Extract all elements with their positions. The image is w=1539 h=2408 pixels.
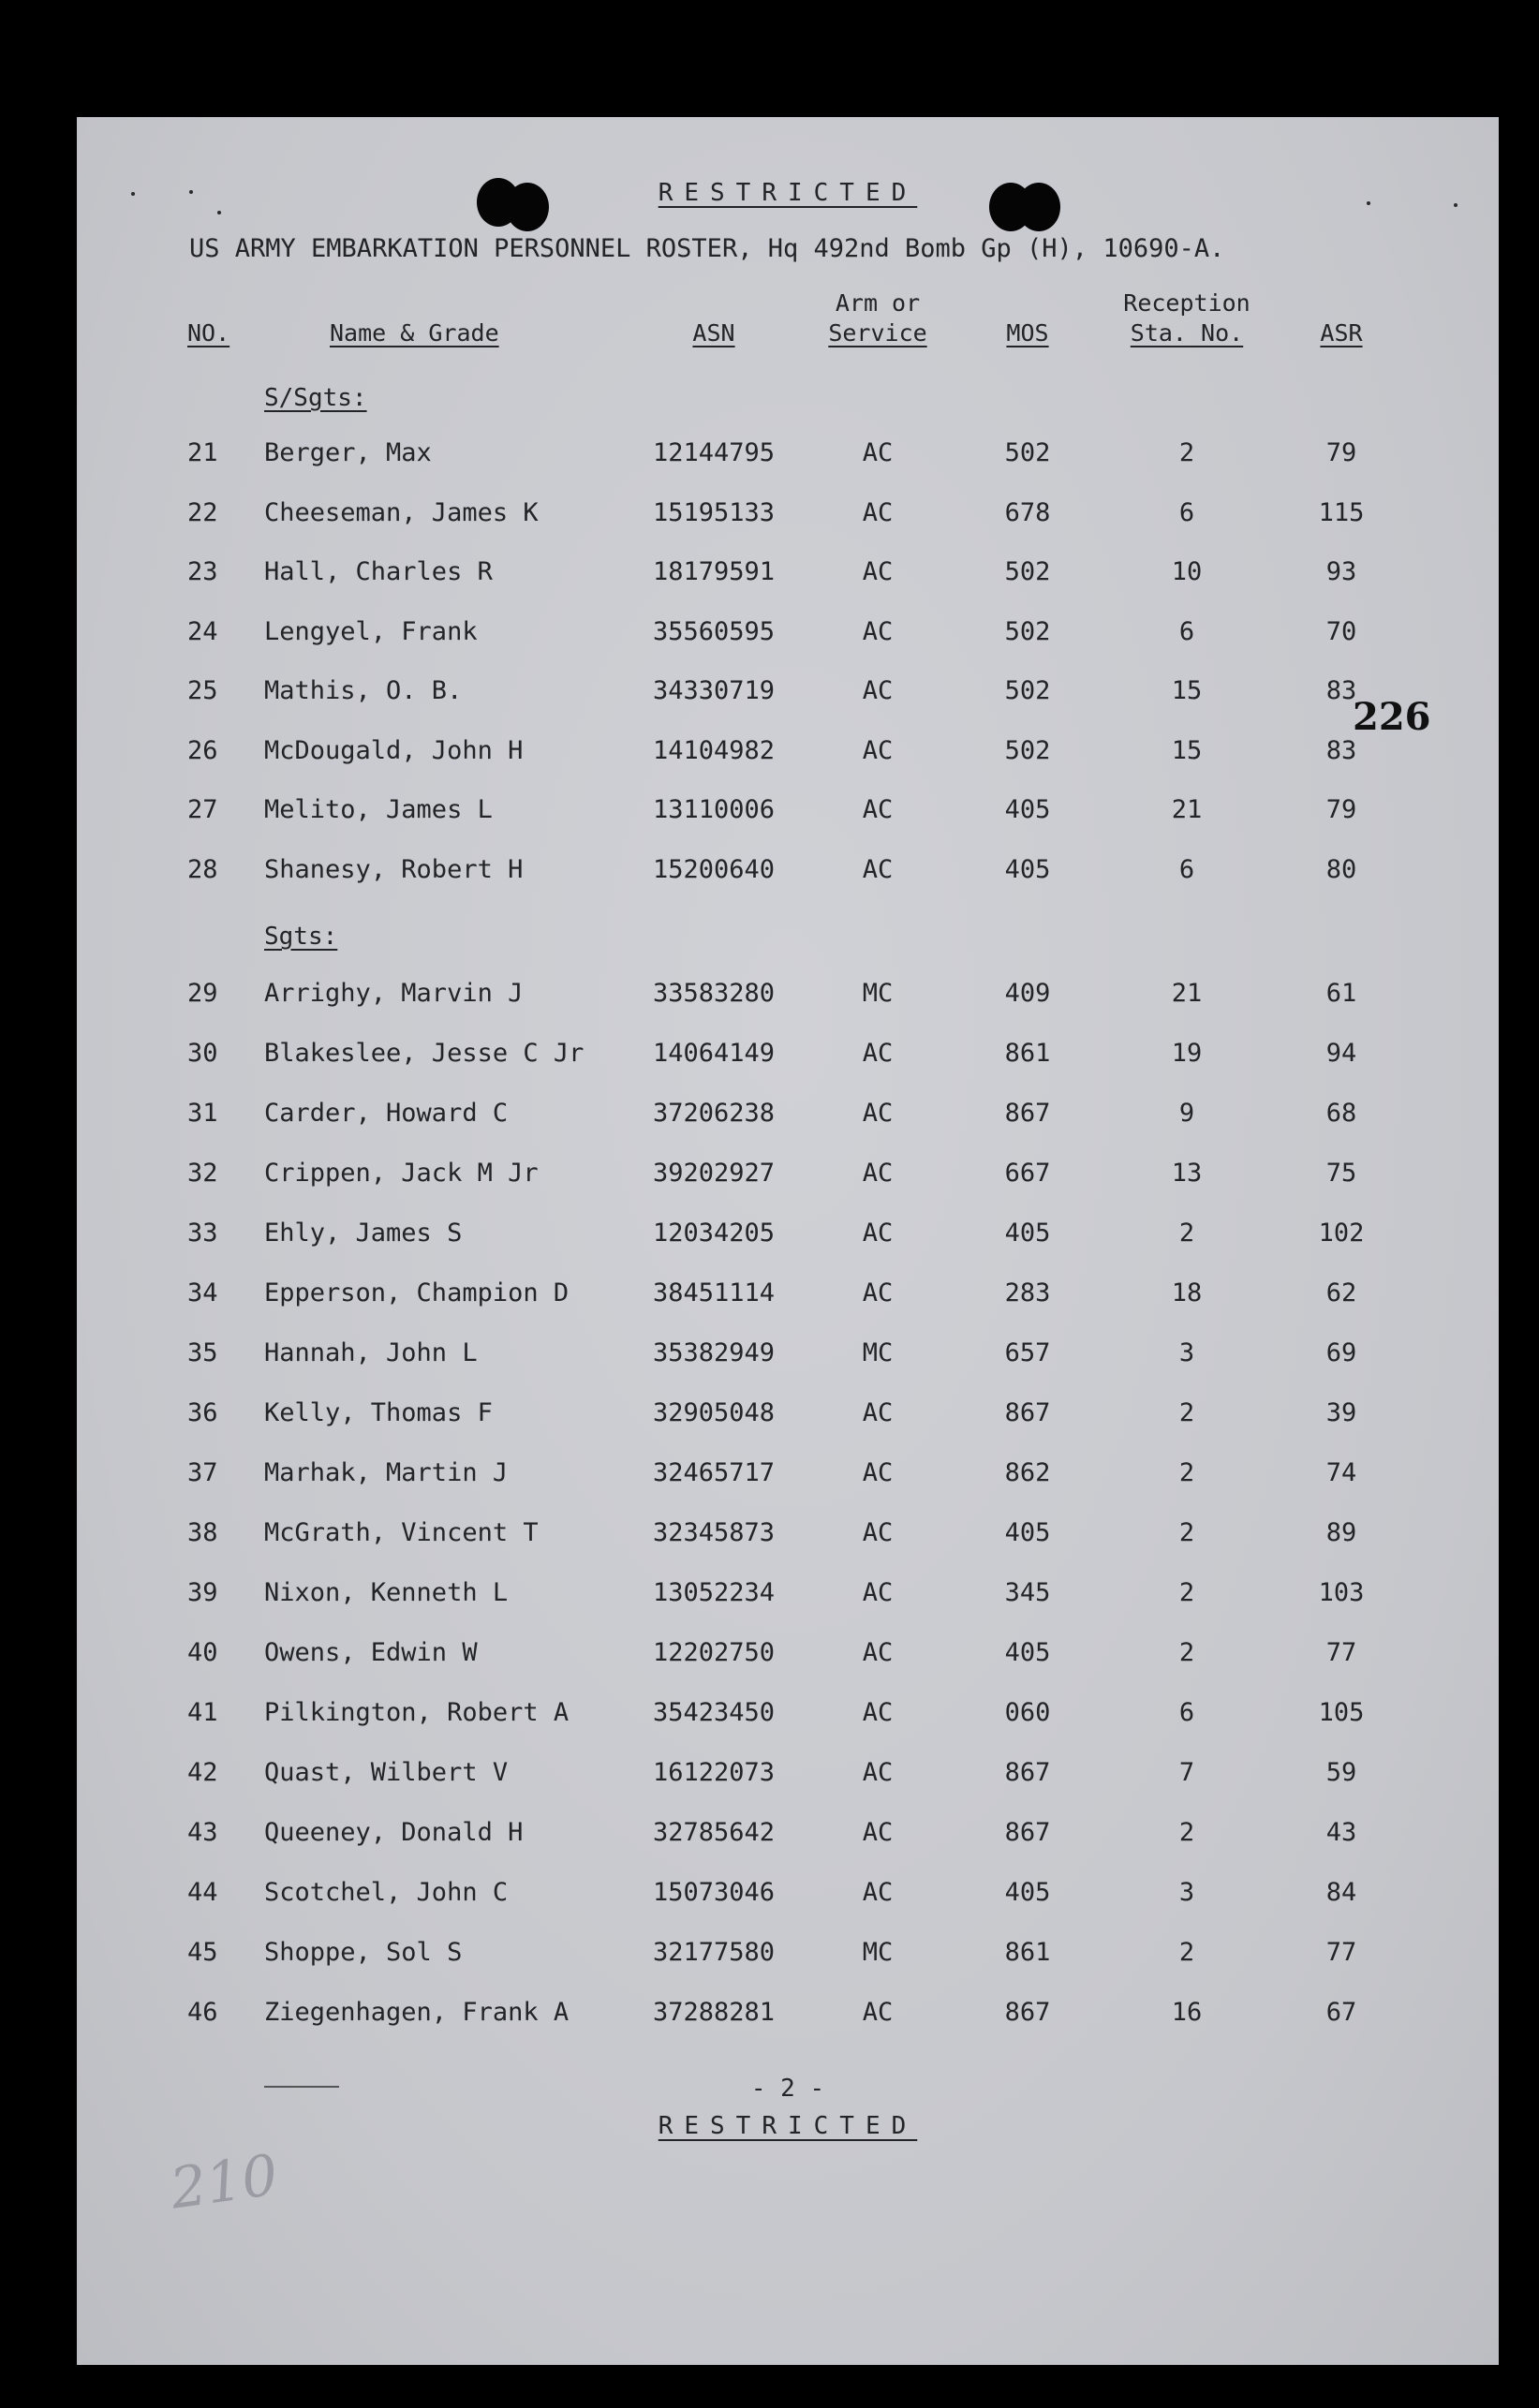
cell-name: Melito, James L <box>264 795 493 824</box>
cell-asn: 14104982 <box>652 735 776 765</box>
cell-asn: 35423450 <box>652 1698 776 1727</box>
cell-mos: 867 <box>1004 1818 1051 1847</box>
cell-arm: AC <box>862 676 894 705</box>
cell-asr: 105 <box>1318 1698 1365 1727</box>
cell-asr: 94 <box>1325 1039 1357 1068</box>
cell-asn: 12144795 <box>652 438 776 467</box>
table-row <box>77 1698 1499 1736</box>
cell-asr: 59 <box>1325 1758 1357 1787</box>
cell-arm: AC <box>862 1278 894 1307</box>
cell-rec: 9 <box>1178 1099 1195 1128</box>
cell-name: Berger, Max <box>264 438 432 467</box>
cell-no: 37 <box>187 1458 218 1487</box>
cell-arm: AC <box>862 557 894 586</box>
table-row <box>77 557 1499 595</box>
cell-rec: 2 <box>1178 1219 1195 1248</box>
cell-no: 33 <box>187 1219 218 1248</box>
cell-no: 42 <box>187 1758 218 1787</box>
cell-rec: 6 <box>1178 854 1195 884</box>
cell-mos: 502 <box>1004 735 1051 765</box>
cell-mos: 862 <box>1004 1458 1051 1487</box>
classification-header: RESTRICTED <box>658 179 918 207</box>
cell-arm: AC <box>862 1518 894 1547</box>
document-title: US ARMY EMBARKATION PERSONNEL ROSTER, Hq 492nd Bomb Gp (H), 10690-A. <box>189 234 1225 263</box>
column-header-asn: ASN <box>692 319 735 347</box>
cell-mos: 502 <box>1004 557 1051 586</box>
table-row <box>77 617 1499 655</box>
cell-asr: 77 <box>1325 1638 1357 1667</box>
cell-asr: 61 <box>1325 979 1357 1008</box>
cell-name: Marhak, Martin J <box>264 1458 509 1487</box>
cell-no: 24 <box>187 616 218 646</box>
cell-asr: 75 <box>1325 1159 1357 1188</box>
table-row <box>77 1099 1499 1136</box>
cell-rec: 2 <box>1178 1518 1195 1547</box>
column-header-asr: ASR <box>1320 319 1363 347</box>
cell-mos: 405 <box>1004 1638 1051 1667</box>
cell-asn: 13052234 <box>652 1578 776 1607</box>
cell-asr: 89 <box>1325 1518 1357 1547</box>
cell-rec: 3 <box>1178 1338 1195 1367</box>
cell-arm: AC <box>862 854 894 884</box>
cell-mos: 345 <box>1004 1578 1051 1607</box>
cell-rec: 2 <box>1178 1578 1195 1607</box>
column-header-reception: Reception Sta. No. <box>1123 289 1250 347</box>
cell-rec: 2 <box>1178 1638 1195 1667</box>
cell-asr: 79 <box>1325 438 1357 467</box>
cell-no: 30 <box>187 1039 218 1068</box>
cell-name: Epperson, Champion D <box>264 1278 570 1307</box>
ink-speck <box>217 211 221 214</box>
cell-rec: 7 <box>1178 1758 1195 1787</box>
cell-name: Lengyel, Frank <box>264 616 478 646</box>
cell-no: 31 <box>187 1099 218 1128</box>
cell-no: 39 <box>187 1578 218 1607</box>
cell-asn: 15200640 <box>652 854 776 884</box>
cell-asn: 15195133 <box>652 497 776 527</box>
page-number-stamp: 226 <box>1353 695 1431 739</box>
cell-asr: 77 <box>1325 1938 1357 1967</box>
cell-arm: AC <box>862 1219 894 1248</box>
cell-name: Queeney, Donald H <box>264 1818 524 1847</box>
classification-footer: RESTRICTED <box>658 2112 918 2140</box>
cell-rec: 6 <box>1178 497 1195 527</box>
cell-arm: AC <box>862 1398 894 1427</box>
cell-mos: 405 <box>1004 795 1051 824</box>
cell-rec: 3 <box>1178 1878 1195 1907</box>
cell-asn: 32345873 <box>652 1518 776 1547</box>
cell-name: Arrighy, Marvin J <box>264 979 524 1008</box>
cell-no: 43 <box>187 1818 218 1847</box>
cell-name: Mathis, O. B. <box>264 676 463 705</box>
cell-mos: 867 <box>1004 1398 1051 1427</box>
cell-mos: 502 <box>1004 438 1051 467</box>
cell-no: 40 <box>187 1638 218 1667</box>
cell-asn: 35560595 <box>652 616 776 646</box>
cell-rec: 2 <box>1178 1818 1195 1847</box>
cell-no: 41 <box>187 1698 218 1727</box>
cell-asn: 14064149 <box>652 1039 776 1068</box>
page-number: - 2 - <box>750 2075 825 2103</box>
cell-mos: 867 <box>1004 1758 1051 1787</box>
cell-asr: 68 <box>1325 1099 1357 1128</box>
cell-rec: 2 <box>1178 1398 1195 1427</box>
cell-asr: 83 <box>1325 676 1357 705</box>
table-row <box>77 736 1499 774</box>
cell-asn: 32785642 <box>652 1818 776 1847</box>
cell-asr: 69 <box>1325 1338 1357 1367</box>
cell-asr: 39 <box>1325 1398 1357 1427</box>
cell-arm: MC <box>862 979 894 1008</box>
cell-no: 25 <box>187 676 218 705</box>
cell-asr: 43 <box>1325 1818 1357 1847</box>
table-row <box>77 1938 1499 1975</box>
cell-asr: 103 <box>1318 1578 1365 1607</box>
cell-mos: 405 <box>1004 1878 1051 1907</box>
table-row <box>77 438 1499 476</box>
cell-asr: 115 <box>1318 497 1365 527</box>
cell-no: 28 <box>187 854 218 884</box>
cell-arm: AC <box>862 735 894 765</box>
table-row <box>77 1338 1499 1376</box>
cell-arm: AC <box>862 1998 894 2027</box>
cell-arm: AC <box>862 1578 894 1607</box>
cell-name: Shanesy, Robert H <box>264 854 524 884</box>
cell-rec: 2 <box>1178 1938 1195 1967</box>
table-row <box>77 676 1499 714</box>
table-row <box>77 1398 1499 1436</box>
cell-name: Carder, Howard C <box>264 1099 509 1128</box>
cell-arm: AC <box>862 616 894 646</box>
section-heading-sgts: Sgts: <box>264 923 338 951</box>
cell-asr: 93 <box>1325 557 1357 586</box>
cell-name: Blakeslee, Jesse C Jr <box>264 1039 585 1068</box>
cell-asn: 39202927 <box>652 1159 776 1188</box>
cell-arm: AC <box>862 1758 894 1787</box>
cell-arm: MC <box>862 1938 894 1967</box>
cell-arm: MC <box>862 1338 894 1367</box>
cell-rec: 16 <box>1171 1998 1203 2027</box>
cell-asn: 38451114 <box>652 1278 776 1307</box>
cell-asr: 79 <box>1325 795 1357 824</box>
cell-name: Cheeseman, James K <box>264 497 539 527</box>
cell-mos: 678 <box>1004 497 1051 527</box>
cell-asn: 15073046 <box>652 1878 776 1907</box>
cell-name: Kelly, Thomas F <box>264 1398 493 1427</box>
cell-name: McGrath, Vincent T <box>264 1518 539 1547</box>
cell-asn: 35382949 <box>652 1338 776 1367</box>
section-heading-ssgts: S/Sgts: <box>264 384 367 412</box>
table-row <box>77 1578 1499 1616</box>
cell-arm: AC <box>862 1039 894 1068</box>
cell-name: Owens, Edwin W <box>264 1638 478 1667</box>
cell-rec: 2 <box>1178 438 1195 467</box>
cell-no: 22 <box>187 497 218 527</box>
cell-name: Crippen, Jack M Jr <box>264 1159 539 1188</box>
cell-arm: AC <box>862 795 894 824</box>
cell-arm: AC <box>862 1818 894 1847</box>
table-row <box>77 1878 1499 1915</box>
cell-name: Hall, Charles R <box>264 557 493 586</box>
table-row <box>77 1818 1499 1855</box>
cell-mos: 861 <box>1004 1039 1051 1068</box>
cell-mos: 667 <box>1004 1159 1051 1188</box>
cell-no: 34 <box>187 1278 218 1307</box>
cell-asn: 32905048 <box>652 1398 776 1427</box>
cell-no: 23 <box>187 557 218 586</box>
cell-mos: 283 <box>1004 1278 1051 1307</box>
cell-asn: 12202750 <box>652 1638 776 1667</box>
table-row <box>77 1219 1499 1256</box>
cell-mos: 861 <box>1004 1938 1051 1967</box>
document-page <box>77 117 1499 2365</box>
cell-arm: AC <box>862 1458 894 1487</box>
cell-rec: 21 <box>1171 979 1203 1008</box>
table-row <box>77 1518 1499 1556</box>
cell-no: 46 <box>187 1998 218 2027</box>
cell-rec: 19 <box>1171 1039 1203 1068</box>
cell-name: Nixon, Kenneth L <box>264 1578 509 1607</box>
cell-arm: AC <box>862 497 894 527</box>
cell-rec: 21 <box>1171 795 1203 824</box>
cell-no: 27 <box>187 795 218 824</box>
table-row <box>77 1278 1499 1316</box>
cell-no: 26 <box>187 735 218 765</box>
column-header-arm: Arm or Service <box>828 289 927 347</box>
cell-rec: 15 <box>1171 735 1203 765</box>
cell-name: Ziegenhagen, Frank A <box>264 1998 570 2027</box>
cell-no: 45 <box>187 1938 218 1967</box>
cell-asn: 34330719 <box>652 676 776 705</box>
cell-rec: 6 <box>1178 616 1195 646</box>
cell-arm: AC <box>862 1159 894 1188</box>
cell-asr: 67 <box>1325 1998 1357 2027</box>
table-row <box>77 1159 1499 1196</box>
cell-name: Scotchel, John C <box>264 1878 509 1907</box>
cell-asn: 16122073 <box>652 1758 776 1787</box>
table-row <box>77 795 1499 833</box>
cell-rec: 2 <box>1178 1458 1195 1487</box>
cell-asr: 83 <box>1325 735 1357 765</box>
cell-asr: 70 <box>1325 616 1357 646</box>
cell-rec: 15 <box>1171 676 1203 705</box>
table-row <box>77 1039 1499 1076</box>
cell-rec: 18 <box>1171 1278 1203 1307</box>
column-header-mos: MOS <box>1006 319 1049 347</box>
cell-no: 38 <box>187 1518 218 1547</box>
cell-name: Hannah, John L <box>264 1338 478 1367</box>
cell-arm: AC <box>862 1878 894 1907</box>
cell-mos: 405 <box>1004 1518 1051 1547</box>
cell-name: Ehly, James S <box>264 1219 463 1248</box>
cell-asn: 12034205 <box>652 1219 776 1248</box>
cell-no: 35 <box>187 1338 218 1367</box>
cell-asn: 33583280 <box>652 979 776 1008</box>
cell-name: McDougald, John H <box>264 735 524 765</box>
table-row <box>77 498 1499 536</box>
cell-rec: 6 <box>1178 1698 1195 1727</box>
cell-mos: 409 <box>1004 979 1051 1008</box>
cell-asn: 18179591 <box>652 557 776 586</box>
cell-mos: 405 <box>1004 1219 1051 1248</box>
cell-arm: AC <box>862 1698 894 1727</box>
cell-asn: 37288281 <box>652 1998 776 2027</box>
cell-no: 21 <box>187 438 218 467</box>
cell-arm: AC <box>862 438 894 467</box>
cell-no: 44 <box>187 1878 218 1907</box>
cell-asr: 102 <box>1318 1219 1365 1248</box>
cell-no: 32 <box>187 1159 218 1188</box>
cell-name: Pilkington, Robert A <box>264 1698 570 1727</box>
cell-name: Shoppe, Sol S <box>264 1938 463 1967</box>
table-row <box>77 1638 1499 1676</box>
cell-asn: 32465717 <box>652 1458 776 1487</box>
cell-asr: 74 <box>1325 1458 1357 1487</box>
column-header-no: NO. <box>187 319 230 347</box>
cell-rec: 13 <box>1171 1159 1203 1188</box>
cell-mos: 657 <box>1004 1338 1051 1367</box>
cell-asn: 13110006 <box>652 795 776 824</box>
table-row <box>77 1458 1499 1496</box>
cell-mos: 405 <box>1004 854 1051 884</box>
cell-rec: 10 <box>1171 557 1203 586</box>
column-header-name: Name & Grade <box>330 319 499 347</box>
cell-asn: 32177580 <box>652 1938 776 1967</box>
cell-mos: 502 <box>1004 616 1051 646</box>
handwritten-note: 210 <box>166 2142 282 2223</box>
cell-name: Quast, Wilbert V <box>264 1758 509 1787</box>
cell-asr: 84 <box>1325 1878 1357 1907</box>
table-row <box>77 1998 1499 2035</box>
cell-arm: AC <box>862 1638 894 1667</box>
cell-no: 29 <box>187 979 218 1008</box>
table-row <box>77 1758 1499 1795</box>
cell-mos: 867 <box>1004 1099 1051 1128</box>
cell-mos: 867 <box>1004 1998 1051 2027</box>
table-row <box>77 979 1499 1016</box>
cell-mos: 502 <box>1004 676 1051 705</box>
cell-asn: 37206238 <box>652 1099 776 1128</box>
cell-arm: AC <box>862 1099 894 1128</box>
cell-no: 36 <box>187 1398 218 1427</box>
cell-asr: 80 <box>1325 854 1357 884</box>
cell-asr: 62 <box>1325 1278 1357 1307</box>
table-row <box>77 855 1499 893</box>
cell-mos: 060 <box>1004 1698 1051 1727</box>
